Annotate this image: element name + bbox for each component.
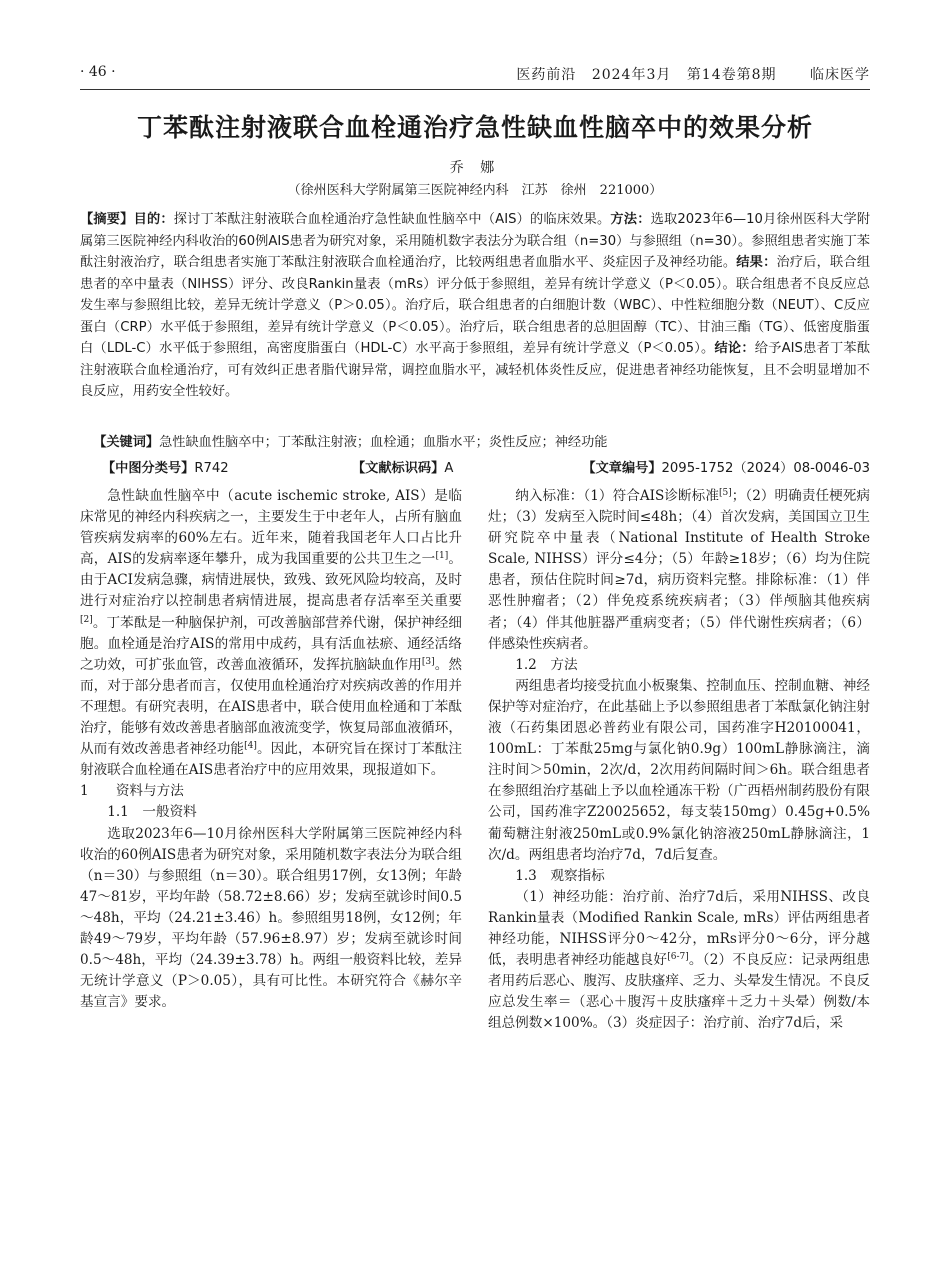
abstract — [80, 209, 870, 403]
clc-number: 【中图分类号】R742 — [102, 461, 229, 476]
page-number: · 46 · — [80, 64, 116, 80]
author-affiliation: （徐州医科大学附属第三医院神经内科 江苏 徐州 221000） — [287, 183, 663, 198]
methods-label: 方法： — [610, 212, 651, 227]
section-heading: 1 资料与方法 — [80, 783, 184, 800]
running-header — [80, 62, 870, 86]
subsection-heading: 1.1 一般资料 — [107, 804, 197, 821]
citation: [3] — [421, 656, 435, 667]
abstract-results: 治疗后，联合组患者的卒中量表（NIHSS）评分、改良Rankin量表（mRs）评分低于参照组，差异有统计学意义（P＜0.05）。联合组患者不良反应总发生率与参照组比较，差异无统计学意义（P＞0.05）。治疗后，联合组患者的白细胞计数（WBC）、中性粒细胞分数（NEUT）、C反应蛋白（CRP）水平低于参照组，差异有统计学意义（P＜0.05）。治疗后，联合组患者的总胆固醇（TC）、甘油三酯（TG）、低密度脂蛋白（LDL-C）水平低于参照组，高密度脂蛋白（HDL-C）水平高于参照组，差异有统计学意义（P＜0.05）。 — [80, 255, 871, 356]
abstract-label: 【摘要】 — [80, 212, 134, 227]
results-label: 结果： — [736, 255, 777, 270]
methods-paragraph: 两组患者均接受抗血小板聚集、控制血压、控制血糖、神经保护等对症治疗，在此基础上予以参照组患者丁苯酞氯化钠注射液（石药集团恩必普药业有限公司，国药准字H20100041，100mL：丁苯酞25mg与氯化钠0.9g）100mL静脉滴注，滴注时间＞50min，2次/d，2次用药间隔时间＞6h。联合组患者在参照组治疗基础上予以血栓通冻干粉（广西梧州制药股份有限公司，国药准字Z20025652，每支装150mg）0.45g+0.5%葡萄糖注射液250mL或0.9%氯化钠溶液250mL静脉滴注，1次/d。两组患者均治疗7d，7d后复查。 — [488, 677, 870, 863]
volume-issue: 第14卷第8期 — [686, 67, 777, 83]
citation: [4] — [244, 741, 257, 752]
keywords-label: 【关键词】 — [93, 435, 160, 450]
left-column — [80, 486, 462, 1013]
citation: [5] — [718, 488, 732, 498]
objective-label: 目的： — [133, 212, 174, 227]
observation-paragraph: （1）神经功能：治疗前、治疗7d后，采用NIHSS、改良Rankin量表（Modified Rankin Scale, mRs）评估两组患者神经功能，NIHSS评分0～42分，mRs评分0～6分，评分越低，表明患者神经功能越良好[6-7]。（2）不良反应：记录两组患者用药后恶心、腹泻、皮肤瘙痒、乏力、头晕发生情况。不良反应总发生率＝（恶心＋腹泻＋皮肤瘙痒＋乏力＋头晕）例数/本组总例数×100%。（3）炎症因子：治疗前、治疗7d后，采 — [488, 888, 870, 1032]
criteria-paragraph: 纳入标准：（1）符合AIS诊断标准[5]；（2）明确责任梗死病灶；（3）发病至入院时间≤48h；（4）首次发病，美国国立卫生研究院卒中量表（National Institute of Health Stroke Scale, NIHSS）评分≤4分；（5）年龄≥18岁；（6）均为住院患者，预估住院时间≥7d，病历资料完整。排除标准：（1）伴恶性肿瘤者；（2）伴免疫系统疾病者；（3）伴颅脑其他疾病者；（4）伴其他脏器严重病变者；（5）伴代谢性疾病者；（6）伴感染性疾病者。 — [488, 488, 870, 652]
journal-name: 医药前沿 — [516, 67, 577, 83]
citation: [2] — [80, 614, 93, 625]
intro-paragraph: 急性缺血性脑卒中（acute ischemic stroke, AIS）是临床常见的神经内科疾病之一，主要发生于中老年人，占所有脑血管疾病发病率的60%左右。近年来，随着我国老年人口占比升高，AIS的发病率逐年攀升，成为我国重要的公共卫生之一[1]。由于ACI发病急骤，病情进展快，致残、致死风险均较高，及时进行对症治疗以控制患者病情进展，提高患者存活率至关重要[2]。丁苯酞是一种脑保护剂，可改善脑部营养代谢，保护神经细胞。血栓通是治疗AIS的常用中成药，具有活血祛瘀、通经活络之功效，可扩张血管，改善血液循环，发挥抗脑缺血作用[3]。然而，对于部分患者而言，仅使用血栓通治疗对疾病改善的作用并不理想。有研究表明，在AIS患者中，联合使用血栓通和丁苯酞治疗，能够有效改善患者脑部血液流变学，恢复局部血液循环，从而有效改善患者神经功能[4]。因此，本研究旨在探讨丁苯酞注射液联合血栓通在AIS患者治疗中的应用效果，现报道如下。 — [80, 488, 463, 779]
author-name: 乔 娜 — [449, 160, 501, 176]
subsection-heading: 1.3 观察指标 — [515, 867, 605, 884]
issue-date: 2024年3月 — [591, 67, 672, 83]
general-data-paragraph: 选取2023年6—10月徐州医科大学附属第三医院神经内科收治的60例AIS患者为研究对象，采用随机数字表法分为联合组（n＝30）与参照组（n＝30）。联合组男17例，女13例；年龄47～81岁，平均年龄（58.72±8.66）岁；发病至就诊时间0.5～48h，平均（24.21±3.46）h。参照组男18例，女12例；年龄49～79岁，平均年龄（57.96±8.97）岁；发病至就诊时间0.5～48h，平均（24.39±3.78）h。两组一般资料比较，差异无统计学意义（P＞0.05），具有可比性。本研究符合《赫尔辛基宣言》要求。 — [80, 825, 462, 1011]
document-code: 【文献标识码】A — [352, 461, 454, 476]
article-number: 【文章编号】2095-1752（2024）08-0046-03 — [582, 461, 870, 476]
conclusion-label: 结论： — [714, 341, 755, 356]
journal-section: 临床医学 — [810, 67, 870, 83]
keywords-text: 急性缺血性脑卒中；丁苯酞注射液；血栓通；血脂水平；炎性反应；神经功能 — [159, 435, 608, 450]
abstract-conclusion: 给予AIS患者丁苯酞注射液联合血栓通治疗，可有效纠正患者脂代谢异常，调控血脂水平，减轻机体炎性反应，促进患者神经功能恢复，且不会明显增加不良反应，用药安全性较好。 — [80, 341, 871, 399]
article-title: 丁苯酞注射液联合血栓通治疗急性缺血性脑卒中的效果分析 — [136, 113, 813, 142]
right-column — [488, 486, 870, 1034]
abstract-methods: 选取2023年6—10月徐州医科大学附属第三医院神经内科收治的60例AIS患者为研究对象，采用随机数字表法分为联合组（n=30）与参照组（n=30）。参照组患者实施丁苯酞注射液治疗，联合组患者实施丁苯酞注射液联合血栓通治疗，比较两组患者血脂水平、炎症因子及神经功能。 — [80, 212, 871, 270]
citation: [6-7] — [667, 952, 689, 963]
header-rule — [80, 89, 870, 90]
abstract-objective: 探讨丁苯酞注射液联合血栓通治疗急性缺血性脑卒中（AIS）的临床效果。 — [173, 212, 611, 227]
keywords — [80, 432, 870, 454]
citation: [1] — [435, 551, 449, 562]
subsection-heading: 1.2 方法 — [515, 656, 578, 673]
classification-line — [80, 454, 870, 476]
journal-info — [506, 64, 870, 84]
